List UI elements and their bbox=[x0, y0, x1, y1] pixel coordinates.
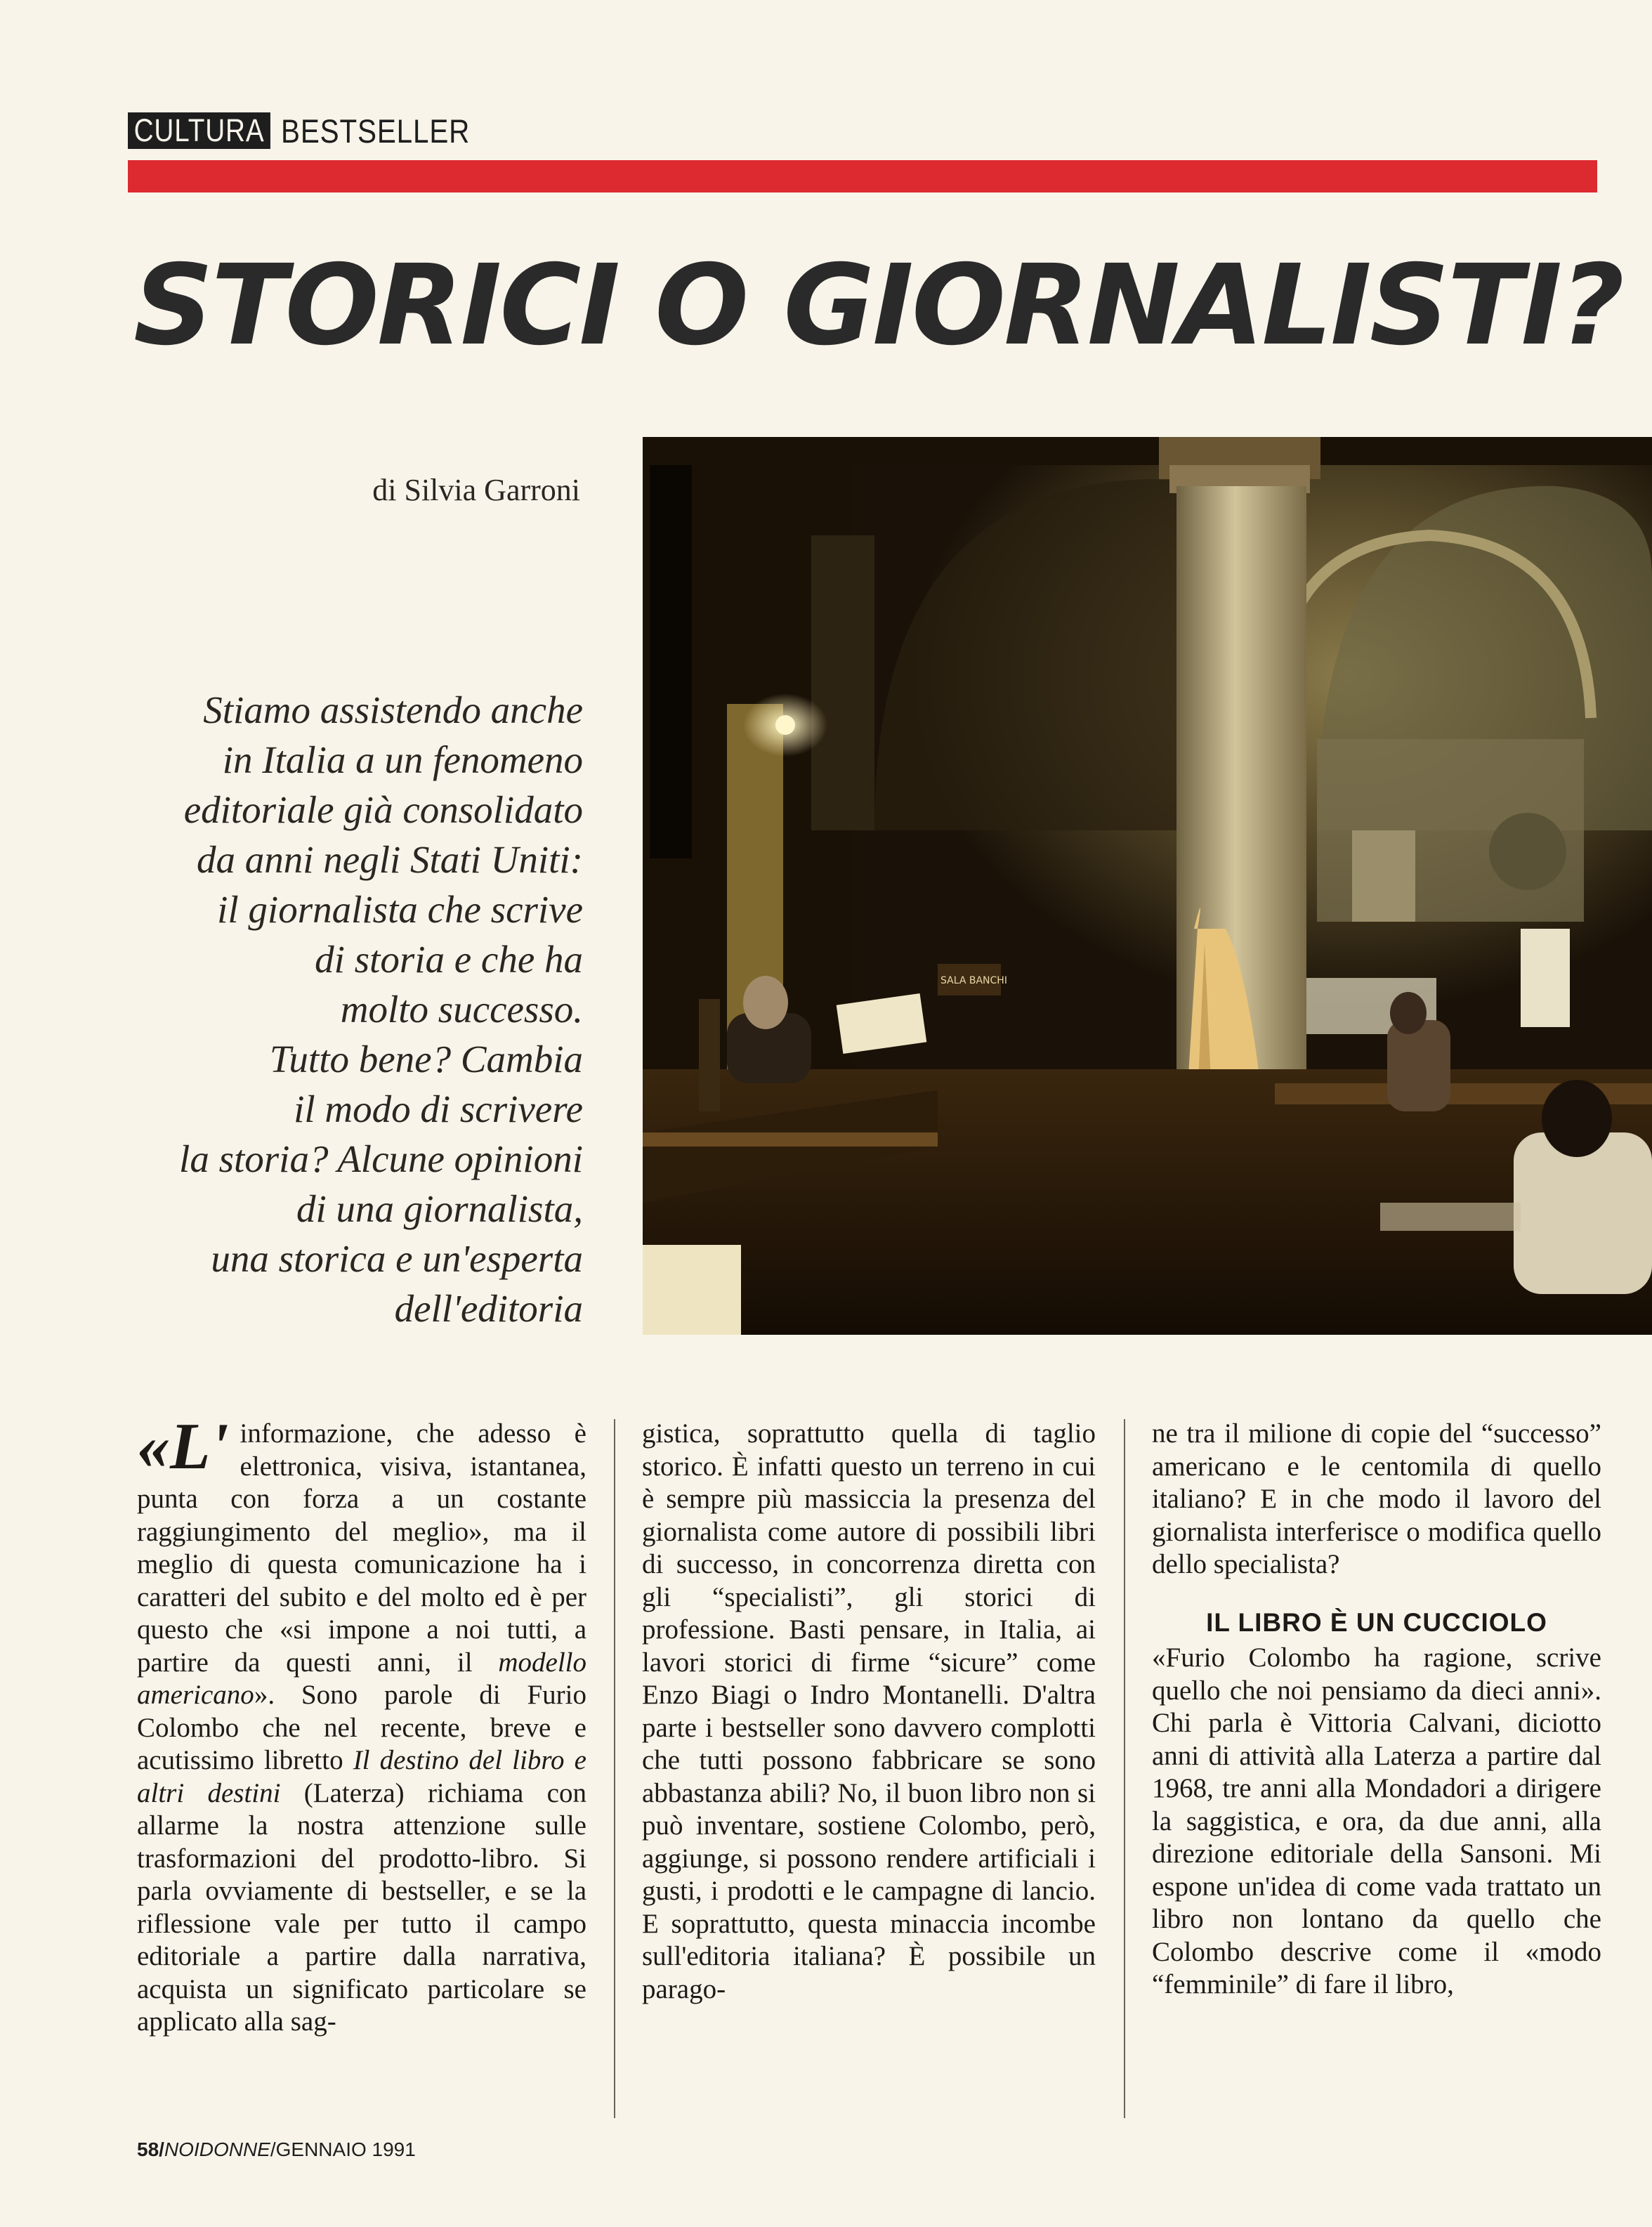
column-divider bbox=[614, 1419, 615, 2118]
col1-text-c: (Laterza) richiama con allarme la nostra attenzione sulle trasformazioni del prodotto-libro. Si parla ovviamente di bestseller, e se la riflessione vale per tutto il campo editoriale a partire dalla narrativa, acquista un significato particolare se applicato alla sag- bbox=[137, 1777, 586, 2037]
column-divider bbox=[1124, 1419, 1125, 2118]
body-column-1 bbox=[137, 1410, 586, 2039]
issue-date: /GENNAIO 1991 bbox=[270, 2138, 416, 2160]
body-column-2 bbox=[642, 1418, 1096, 2006]
page-footer bbox=[137, 2138, 416, 2161]
body-column-3 bbox=[1152, 1418, 1601, 2001]
lead-paragraph bbox=[105, 685, 583, 1333]
lead-line: in Italia a un fenomeno bbox=[222, 738, 583, 781]
col3-text-a: ne tra il milione di copie del “successo” americano e le centomila di quello italiano? E in che modo il lavoro del giornalista interferisce o modifica quello dello specialista? bbox=[1152, 1418, 1601, 1579]
lead-line: di storia e che ha bbox=[315, 938, 583, 981]
lead-line: da anni negli Stati Uniti: bbox=[197, 838, 583, 881]
col1-text-b: ». Sono parole di Furio Colombo che nel recente, breve e acutissimo libretto bbox=[137, 1680, 586, 1775]
byline: di Silvia Garroni bbox=[372, 473, 580, 507]
col3-text-b: «Furio Colombo ha ragione, scrive quello che noi pensiamo da dieci anni». Chi parla è Vittoria Calvani, diciotto anni di attività alla Laterza a partire dal 1968, tre anni alla Mondadori a dirigere la saggistica, e ora, da due anni, alla direzione editoriale della Sansoni. Mi espone un'idea di come vada trattato un libro non lontano da quello che Colombo descrive come il «modo “femminile” di fare il libro, bbox=[1152, 1643, 1601, 1999]
lead-line: di una giornalista, bbox=[296, 1187, 583, 1230]
col1-book-title: Il destino del libro e altri destini bbox=[137, 1745, 586, 1808]
subheading: IL LIBRO È UN CUCCIOLO bbox=[1206, 1607, 1547, 1637]
lead-line: molto successo. bbox=[340, 988, 583, 1031]
section-tag: CULTURA bbox=[128, 112, 270, 149]
section-header bbox=[128, 112, 501, 149]
lead-line: una storica e un'esperta bbox=[211, 1237, 583, 1280]
drop-cap: «L' bbox=[137, 1410, 229, 1483]
lead-line: il modo di scrivere bbox=[294, 1088, 583, 1130]
col1-emphasis-1: modello americano bbox=[137, 1647, 586, 1710]
lead-line: Stiamo assistendo anche bbox=[203, 688, 583, 731]
col1-text-a: informazione, che adesso è elettronica, visiva, istantanea, punta con forza a un costante raggiungimento del meglio», ma il meglio di questa comunicazione ha i caratteri del subito e del molto ed è per questo che «si impone a noi tutti, a partire da questi anni, il bbox=[137, 1418, 586, 1678]
lead-line: editoriale già consolidato bbox=[183, 788, 583, 831]
lead-line: il giornalista che scrive bbox=[217, 888, 583, 931]
photo-sign: SALA BANCHI bbox=[940, 975, 1007, 986]
page-number: 58/ bbox=[137, 2138, 164, 2160]
col2-text: gistica, soprattutto quella di taglio storico. È infatti questo un terreno in cui è sempre più massiccia la presenza del giornalista come autore di possibili libri di successo, in concorrenza diretta con gli “specialisti”, gli storici di professione. Basti pensare, in Italia, ai lavori storici di firme “sicure” come Enzo Biagi o Indro Montanelli. D'altra parte i bestseller sono davvero complotti che tutti possono fabbricare se sono abbastanza abili? No, il buon libro non si può inventare, sostiene Colombo, però, aggiunge, si possono rendere artificiali i gusti, i prodotti e le campagne di lancio. E soprattutto, questa minaccia incombe sull'editoria italiana? È possibile un parago- bbox=[642, 1418, 1096, 2004]
lead-line: la storia? Alcune opinioni bbox=[179, 1137, 583, 1180]
red-rule-bar bbox=[128, 160, 1597, 192]
article-title: STORICI O GIORNALISTI? bbox=[133, 241, 1622, 370]
library-reading-room-photo bbox=[643, 437, 1652, 1335]
lead-line: dell'editoria bbox=[394, 1287, 583, 1330]
subsection-tag: BESTSELLER bbox=[281, 112, 471, 150]
lead-line: Tutto bene? Cambia bbox=[269, 1038, 583, 1080]
magazine-name: NOIDONNE bbox=[164, 2138, 270, 2160]
